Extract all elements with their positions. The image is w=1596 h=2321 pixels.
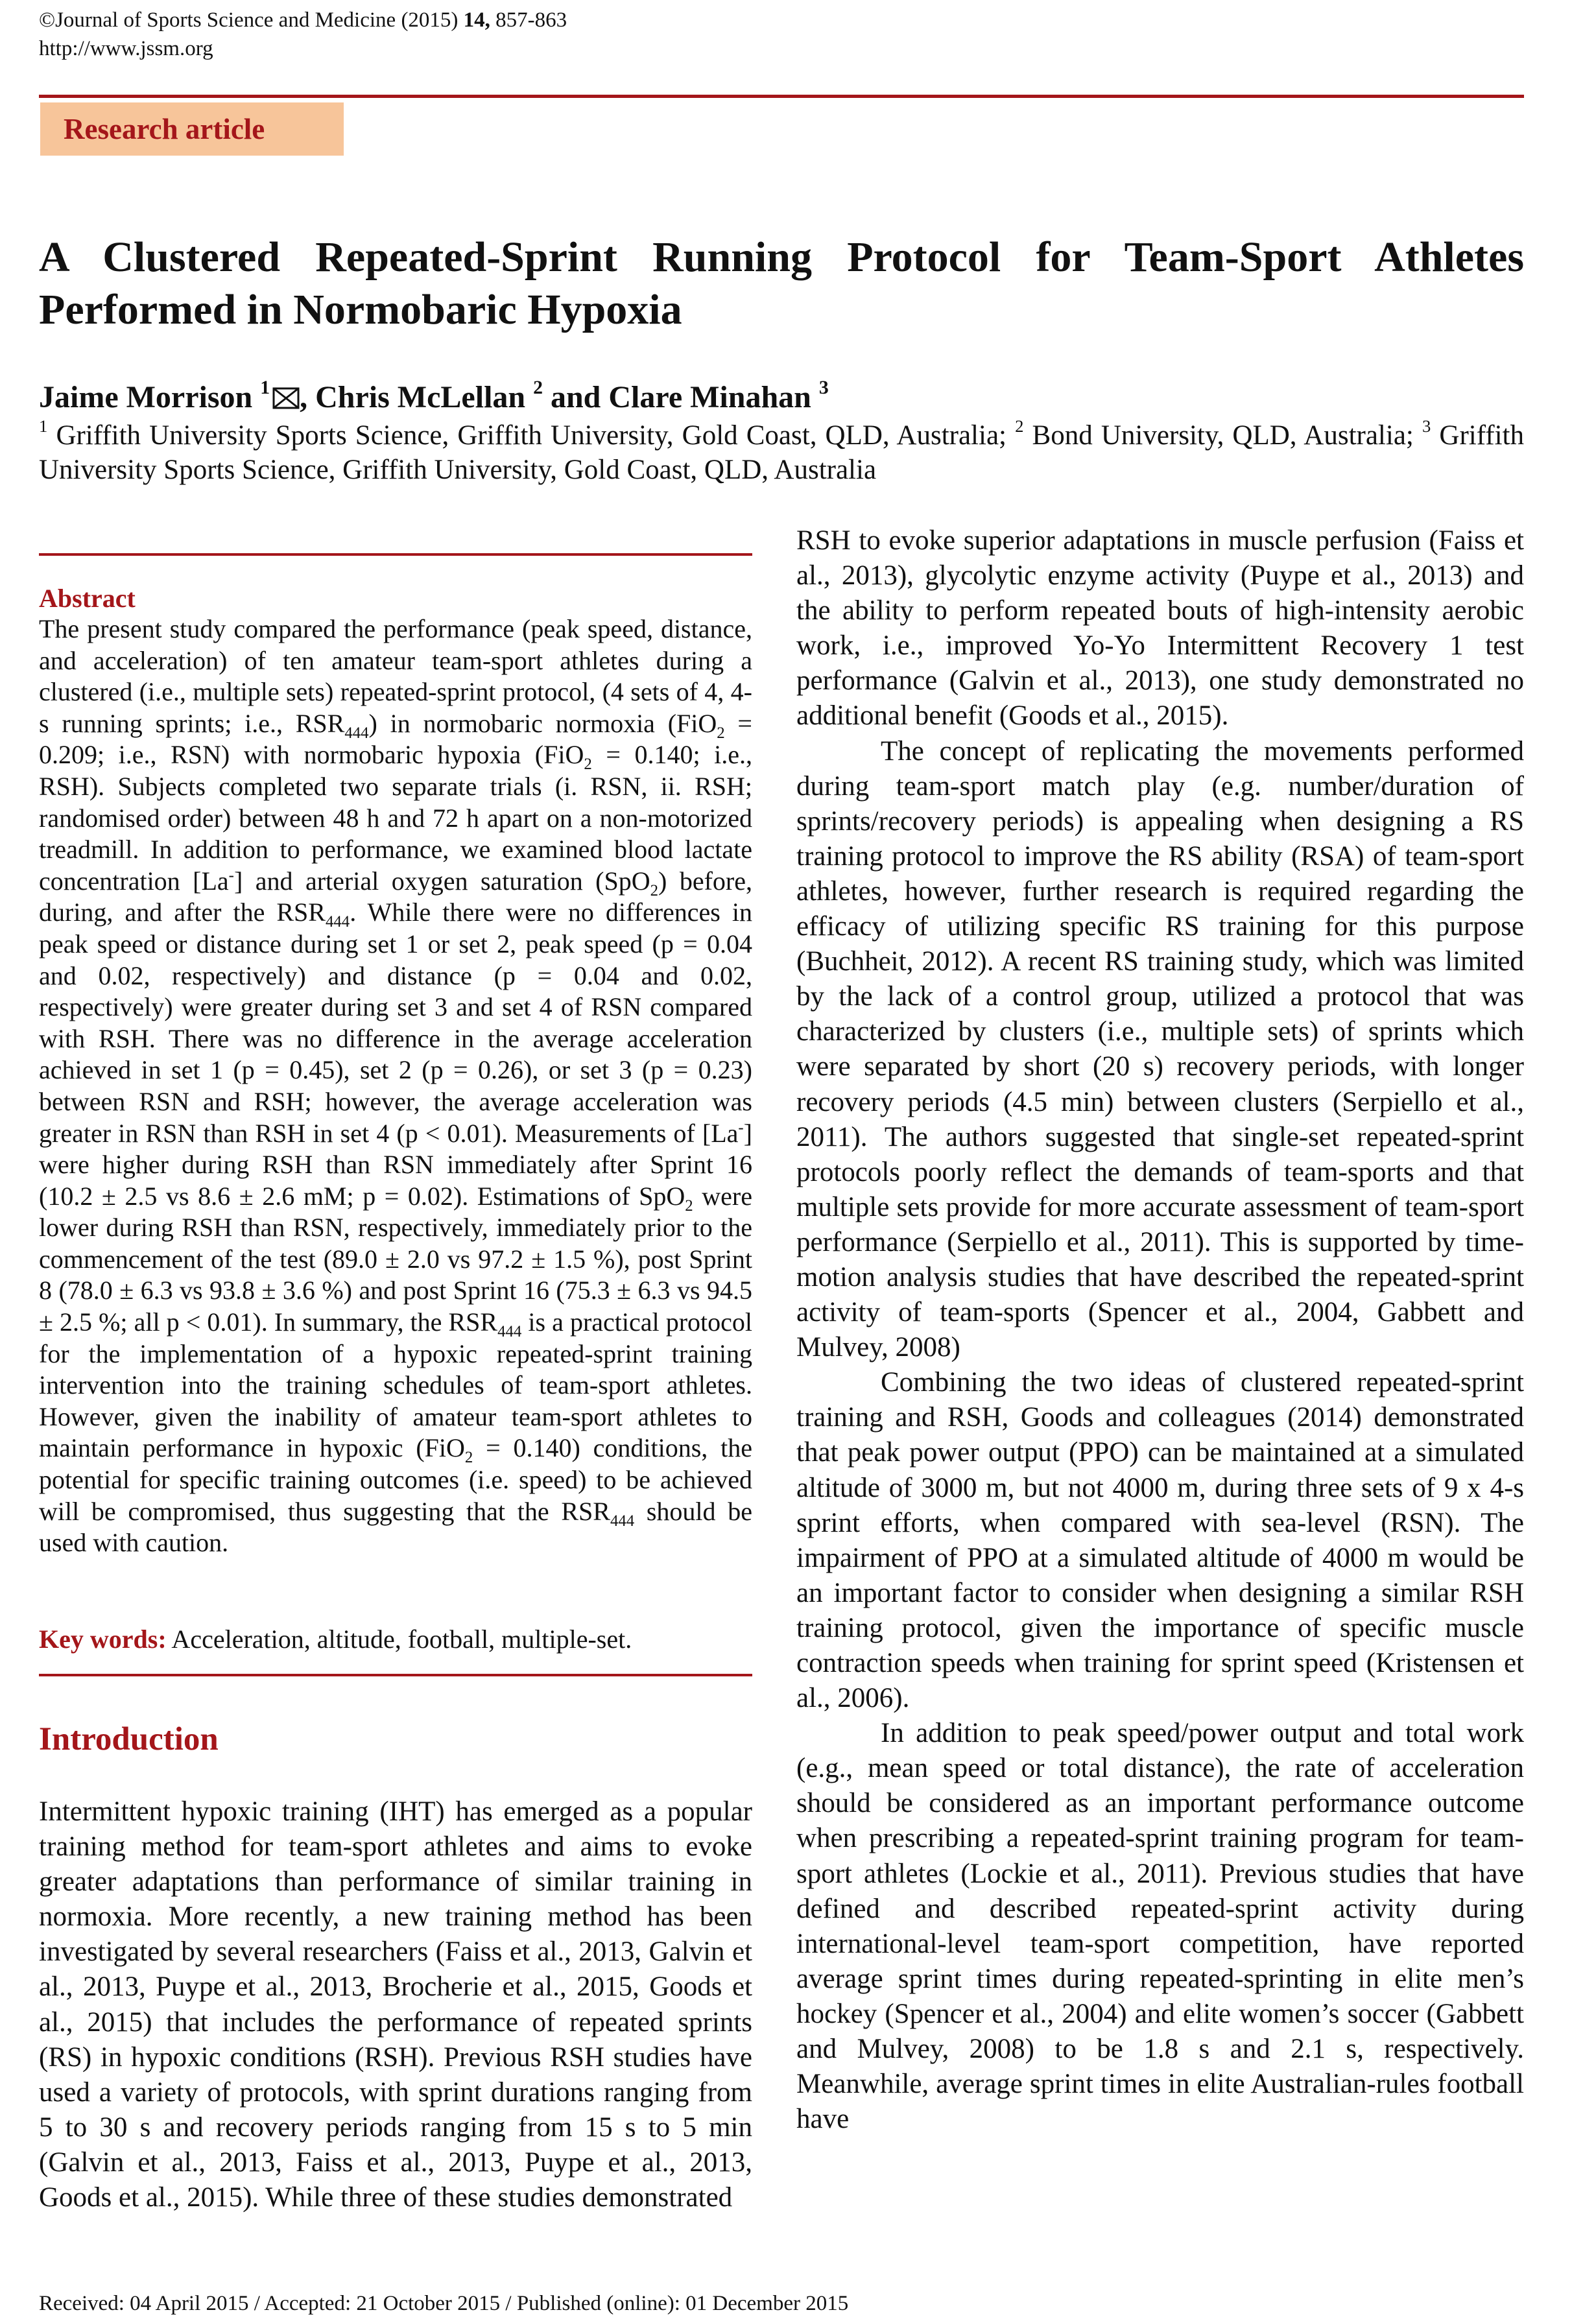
keywords-label: Key words:: [39, 1625, 167, 1654]
author-name: , Chris McLellan: [300, 380, 534, 414]
abstract-text: The present study compared the performance (peak speed, distance, and acceleration) of ten amateur team-sport athletes during a clustered (i.e., multiple sets) repeated-sprint protocol, (4 sets of 4, 4-s running sprints; i.e., $RSR_{444}$) in normobaric normoxia (FiO$_2$ = 0.209; i.e., RSN) with normobaric hypoxia (FiO$_2$ = 0.140; i.e., RSH). Subjects completed two separate trials (i. RSN, ii. RSH; randomised order) between 48 h and 72 h apart on a non-motorized treadmill. In addition to performance, we examined blood lactate concentration [La-] and arterial oxygen saturation (SpO$_2$) before, during, and after the $RSR_{444}$. While there were no differences in peak speed or distance during set 1 or set 2, peak speed (p = 0.04 and 0.02, respectively) and distance (p = 0.04 and 0.02, respectively) were greater during set 3 and set 4 of RSN compared with RSH. There was no difference in the average acceleration achieved in set 1 (p = 0.45), set 2 (p = 0.26), or set 3 (p = 0.23) between RSN and RSH; however, the average acceleration was greater in RSN than RSH in set 4 (p < 0.01). Measurements of [La-] were higher during RSH than RSN immediately after Sprint 16 (10.2 ± 2.5 vs 8.6 ± 2.6 mM; p = 0.02). Estimations of SpO$_2$ were lower during RSH than RSN, respectively, immediately prior to the commencement of the test (89.0 ± 2.0 vs 97.2 ± 1.5 %), post Sprint 8 (78.0 ± 6.3 vs 93.8 ± 3.6 %) and post Sprint 16 (75.3 ± 6.3 vs 94.5 ± 2.5 %; all p < 0.01). In summary, the $RSR_{444}$ is a practical protocol for the implementation of a hypoxic repeated-sprint training intervention into the training schedules of team-sport athletes. However, given the inability of amateur team-sport athletes to maintain performance in hypoxic (FiO$_2$ = 0.140) conditions, the potential for specific training outcomes (i.e. speed) to be achieved will be compromised, thus suggesting that the $RSR_{444}$ should be used with caution.: [39, 614, 753, 1558]
abstract-heading: Abstract: [39, 584, 136, 613]
keywords: [39, 1624, 752, 1655]
journal-name: ©Journal of Sports Science and Medicine (2015): [39, 8, 464, 32]
author-list: [39, 376, 1524, 416]
body-paragraph: The concept of replicating the movements performed during team-sport match play (e.g. number/duration of sprints/recovery periods) is appealing when designing a RS training protocol to improve the RS ability (RSA) of team-sport athletes, however, further research is required regarding the efficacy of utilizing specific RS training for this purpose (Buchheit, 2012). A recent RS training study, which was limited by the lack of a control group, utilized a protocol that was characterized by clusters (i.e., multiple sets) of sprints which were separated by short (20 s) recovery periods, with longer recovery periods (4.5 min) between clusters (Serpiello et al., 2011). The authors suggested that single-set repeated-sprint protocols poorly reflect the demands of team-sports and that multiple sets provide for more accurate assessment of team-sport performance (Serpiello et al., 2011). This is supported by time-motion analysis studies that have described the repeated-sprint activity of team-sports (Spencer et al., 2004, Gabbett and Mulvey, 2008): [796, 735, 1524, 1363]
article-type-badge: Research article: [40, 102, 344, 156]
affiliation-text: Griffith University Sports Science, Griffith University, Gold Coast, QLD, Australia: [39, 420, 1524, 485]
affiliation-text: Bond University, QLD, Australia;: [1023, 420, 1422, 451]
affiliation-mark: 3: [1422, 416, 1431, 436]
paper-title: A Clustered Repeated-Sprint Running Protocol for Team-Sport Athletes Performed in Normobaric Hypoxia: [39, 233, 1524, 333]
introduction-heading: Introduction: [39, 1721, 219, 1757]
introduction-paragraph: Intermittent hypoxic training (IHT) has emerged as a popular training method for team-sport athletes and aims to evoke greater adaptations than performance of similar training in normoxia. More recently, a new training method has been investigated by several researchers (Faiss et al., 2013, Galvin et al., 2013, Puype et al., 2013, Brocherie et al., 2015, Goods et al., 2015) that includes the performance of repeated sprints (RS) in hypoxic conditions (RSH). Previous RSH studies have used a variety of protocols, with sprint durations ranging from 5 to 30 s and recovery periods ranging from 15 s to 5 min (Galvin et al., 2013, Faiss et al., 2013, Puype et al., 2013, Goods et al., 2015). While three of these studies demonstrated: [39, 1796, 752, 2213]
abstract-top-rule: [39, 553, 752, 556]
body-paragraph: In addition to peak speed/power output and total work (e.g., mean speed or total distance), the rate of acceleration should be considered as an important performance outcome when prescribing a repeated-sprint training program for team-sport athletes (Lockie et al., 2011). Previous studies that have defined and described repeated-sprint activity during international-level team-sport competition, have reported average sprint times during repeated-sprinting in elite men’s hockey (Spencer et al., 2004) and elite women’s soccer (Gabbett and Mulvey, 2008) to be 1.8 s and 2.1 s, respectively. Meanwhile, average sprint times in elite Australian-rules football have: [796, 1718, 1524, 2135]
abstract-bottom-rule: [39, 1674, 752, 1676]
affiliation-text: Griffith University Sports Science, Griffith University, Gold Coast, QLD, Australia;: [47, 420, 1016, 451]
author-affiliation-mark: 3: [818, 376, 829, 398]
affiliation-mark: 1: [39, 416, 48, 436]
author-name: Jaime Morrison: [39, 380, 261, 414]
affiliation-mark: 2: [1015, 416, 1024, 436]
author-affiliation-mark: 2: [533, 376, 543, 398]
journal-volume: 14,: [463, 8, 490, 32]
publication-dates: Received: 04 April 2015 / Accepted: 21 October 2015 / Published (online): 01 December 2015: [39, 2292, 849, 2315]
right-column-text: [796, 523, 1524, 2137]
author-affiliation-mark: 1: [260, 376, 270, 398]
journal-url[interactable]: http://www.jssm.org: [39, 37, 213, 60]
affiliations: [39, 418, 1524, 487]
author-name: and Clare Minahan: [542, 380, 819, 414]
header-rule: [39, 95, 1524, 98]
body-paragraph: RSH to evoke superior adaptations in muscle perfusion (Faiss et al., 2013), glycolytic enzyme activity (Puype et al., 2013) and the ability to perform repeated bouts of high-intensity aerobic work, i.e., improved Yo-Yo Intermittent Recovery 1 test performance (Galvin et al., 2013), one study demonstrated no additional benefit (Goods et al., 2015).: [796, 525, 1524, 732]
journal-citation: [39, 8, 567, 32]
journal-pages: 857-863: [490, 8, 567, 32]
body-paragraph: Combining the two ideas of clustered repeated-sprint training and RSH, Goods and colleagues (2014) demonstrated that peak power output (PPO) can be maintained at a simulated altitude of 3000 m, but not 4000 m, during three sets of 9 x 4-s sprint efforts, when compared with sea-level (RSN). The impairment of PPO at a simulated altitude of 4000 m would be an important factor to consider when designing a similar RSH training protocol, given the importance of specific muscle contraction speeds when training for sprint speed (Kristensen et al., 2006).: [796, 1367, 1524, 1714]
keywords-text: Acceleration, altitude, football, multiple-set.: [166, 1625, 632, 1654]
envelope-icon[interactable]: [272, 381, 300, 403]
